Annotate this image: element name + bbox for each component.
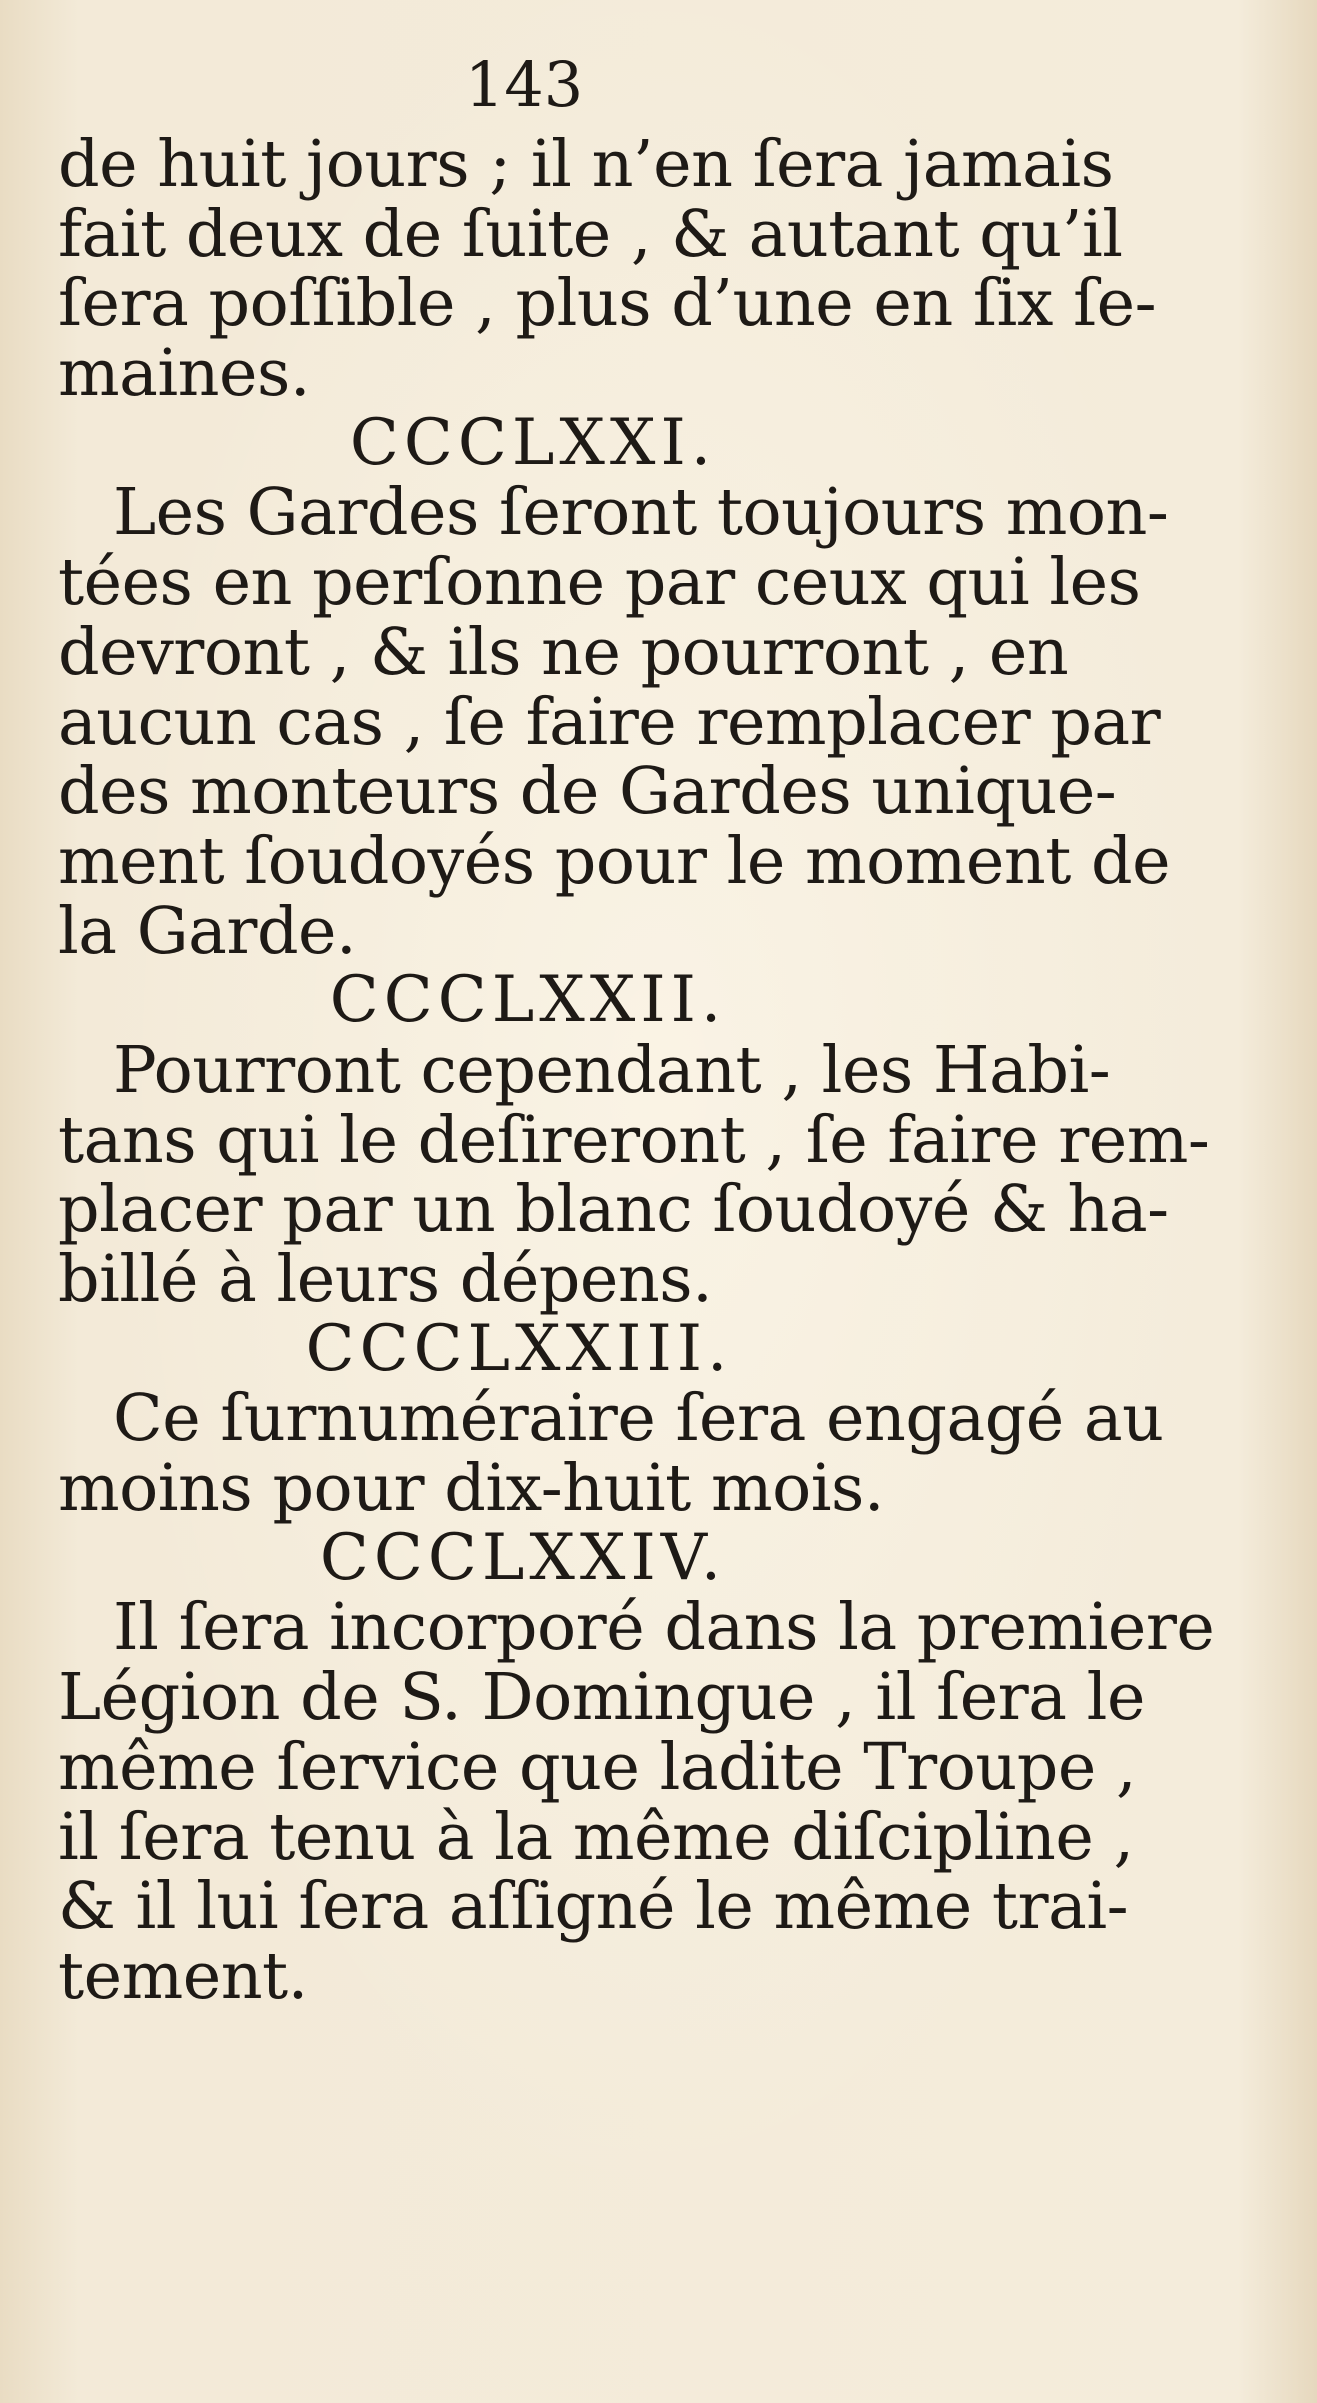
text-line: Les Gardes ſeront toujours mon- (113, 475, 1169, 551)
text-line: des monteurs de Gardes unique- (58, 754, 1117, 830)
text-line: fait deux de ſuite , & autant qu’il (58, 196, 1123, 272)
text-line: la Garde. (58, 893, 357, 969)
text-line: moins pour dix-huit mois. (58, 1451, 885, 1527)
text-line: aucun cas , ſe faire remplacer par (58, 684, 1161, 760)
text-line: ment ſoudoyés pour le moment de (58, 823, 1171, 899)
text-line: Légion de S. Domingue , il ſera le (58, 1660, 1145, 1736)
text-line: même ſervice que ladite Troupe , (58, 1729, 1137, 1805)
article-heading: CCCLXXIV. (319, 1520, 727, 1595)
text-block (58, 40, 1215, 2014)
text-line: billé à leurs dépens. (58, 1242, 713, 1317)
text-line: maines. (58, 336, 311, 412)
text-line: tement. (58, 1938, 308, 2014)
text-line: tées en perſonne par ceux qui les (58, 545, 1141, 621)
text-line: & il lui ſera aſſigné le même trai- (58, 1869, 1129, 1945)
article-heading: CCCLXXIII. (305, 1311, 733, 1386)
text-line: Pourront cependant , les Habi- (113, 1032, 1111, 1108)
text-line: il ſera tenu à la même diſcipline , (58, 1799, 1134, 1875)
text-line: placer par un blanc ſoudoyé & ha- (58, 1172, 1169, 1248)
text-line: Il ſera incorporé dans la premiere (113, 1590, 1215, 1666)
text-line: ſera poſſible , plus d’une en ſix ſe- (58, 266, 1157, 342)
page-number: 143 (464, 48, 584, 121)
text-line: de huit jours ; il n’en ſera jamais (58, 127, 1114, 202)
text-line: tans qui le deſireront , ſe faire rem- (58, 1102, 1210, 1178)
article-heading: CCCLXXI. (349, 405, 717, 480)
article-heading: CCCLXXII. (329, 963, 727, 1038)
text-line: devront , & ils ne pourront , en (58, 614, 1069, 690)
text-line: Ce ſurnuméraire ſera engagé au (113, 1381, 1164, 1457)
